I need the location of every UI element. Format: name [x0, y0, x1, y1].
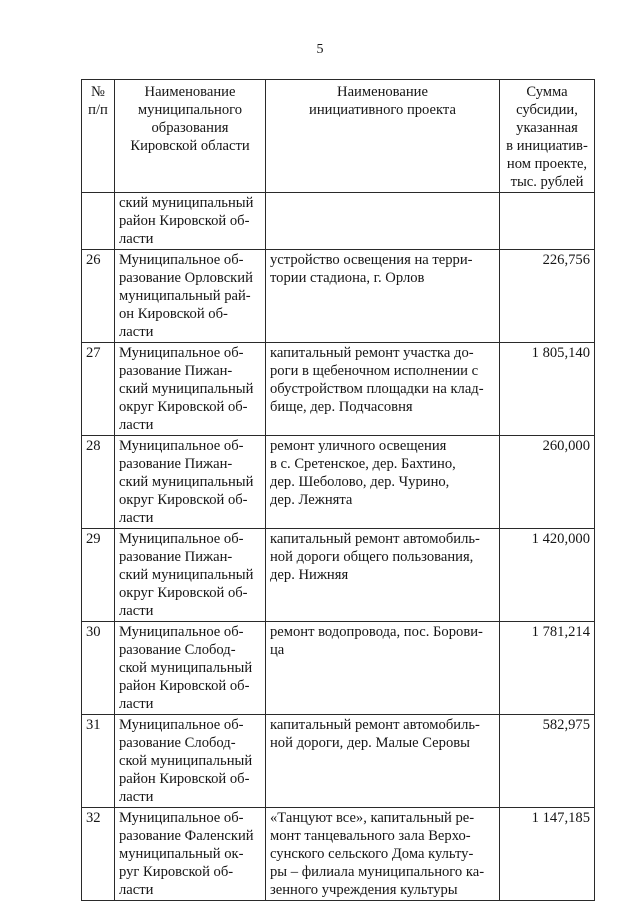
row-number: 26: [82, 250, 115, 343]
row-number: 30: [82, 622, 115, 715]
table-header-row: [82, 80, 595, 193]
row-project: ремонт водопровода, пос. Борови- ца: [266, 622, 500, 715]
table-row: [82, 808, 595, 901]
header-sum: Сумма субсидии, указанная в инициатив- ном проекте, тыс. рублей: [500, 80, 595, 193]
row-project: ремонт уличного освещения в с. Сретенское, дер. Бахтино, дер. Шеболово, дер. Чурино, дер. Лежнята: [266, 436, 500, 529]
row-project: капитальный ремонт автомобиль- ной дороги, дер. Малые Серовы: [266, 715, 500, 808]
row-municipality: Муниципальное об- разование Пижан- ский муниципальный округ Кировской об- ласти: [115, 343, 266, 436]
row-municipality: Муниципальное об- разование Орловский муниципальный рай- он Кировской об- ласти: [115, 250, 266, 343]
row-project: капитальный ремонт участка до- роги в щебеночном исполнении с обустройством площадки на клад- бище, дер. Подчасовня: [266, 343, 500, 436]
row-sum: 582,975: [500, 715, 595, 808]
row-number: 29: [82, 529, 115, 622]
table-row: [82, 622, 595, 715]
table-row: [82, 436, 595, 529]
subsidy-table: [81, 79, 595, 901]
table-row: [82, 529, 595, 622]
row-sum: 1 147,185: [500, 808, 595, 901]
row-municipality: ский муниципальный район Кировской об- ласти: [115, 193, 266, 250]
header-number: № п/п: [82, 80, 115, 193]
header-project: Наименование инициативного проекта: [266, 80, 500, 193]
row-number: 27: [82, 343, 115, 436]
row-municipality: Муниципальное об- разование Слобод- ской муниципальный район Кировской об- ласти: [115, 622, 266, 715]
row-municipality: Муниципальное об- разование Слобод- ской муниципальный район Кировской об- ласти: [115, 715, 266, 808]
row-municipality: Муниципальное об- разование Фаленский муниципальный ок- руг Кировской об- ласти: [115, 808, 266, 901]
row-sum: 1 805,140: [500, 343, 595, 436]
row-project: устройство освещения на терри- тории стадиона, г. Орлов: [266, 250, 500, 343]
row-municipality: Муниципальное об- разование Пижан- ский муниципальный округ Кировской об- ласти: [115, 529, 266, 622]
row-sum: 260,000: [500, 436, 595, 529]
row-project: капитальный ремонт автомобиль- ной дороги общего пользования, дер. Нижняя: [266, 529, 500, 622]
table-row: [82, 250, 595, 343]
row-municipality: Муниципальное об- разование Пижан- ский муниципальный округ Кировской об- ласти: [115, 436, 266, 529]
page-number: 5: [316, 42, 324, 57]
row-project: «Танцуют все», капитальный ре- монт танцевального зала Верхо- сунского сельского Дома культу- ры – филиала муниципального ка- зенного учреждения культуры: [266, 808, 500, 901]
row-number: [82, 193, 115, 250]
row-sum: [500, 193, 595, 250]
row-number: 32: [82, 808, 115, 901]
row-number: 31: [82, 715, 115, 808]
row-sum: 1 781,214: [500, 622, 595, 715]
table-row: [82, 715, 595, 808]
row-sum: 226,756: [500, 250, 595, 343]
table-row: [82, 343, 595, 436]
row-project: [266, 193, 500, 250]
row-sum: 1 420,000: [500, 529, 595, 622]
row-number: 28: [82, 436, 115, 529]
header-municipality: Наименование муниципального образования Кировской области: [115, 80, 266, 193]
table-row: [82, 193, 595, 250]
